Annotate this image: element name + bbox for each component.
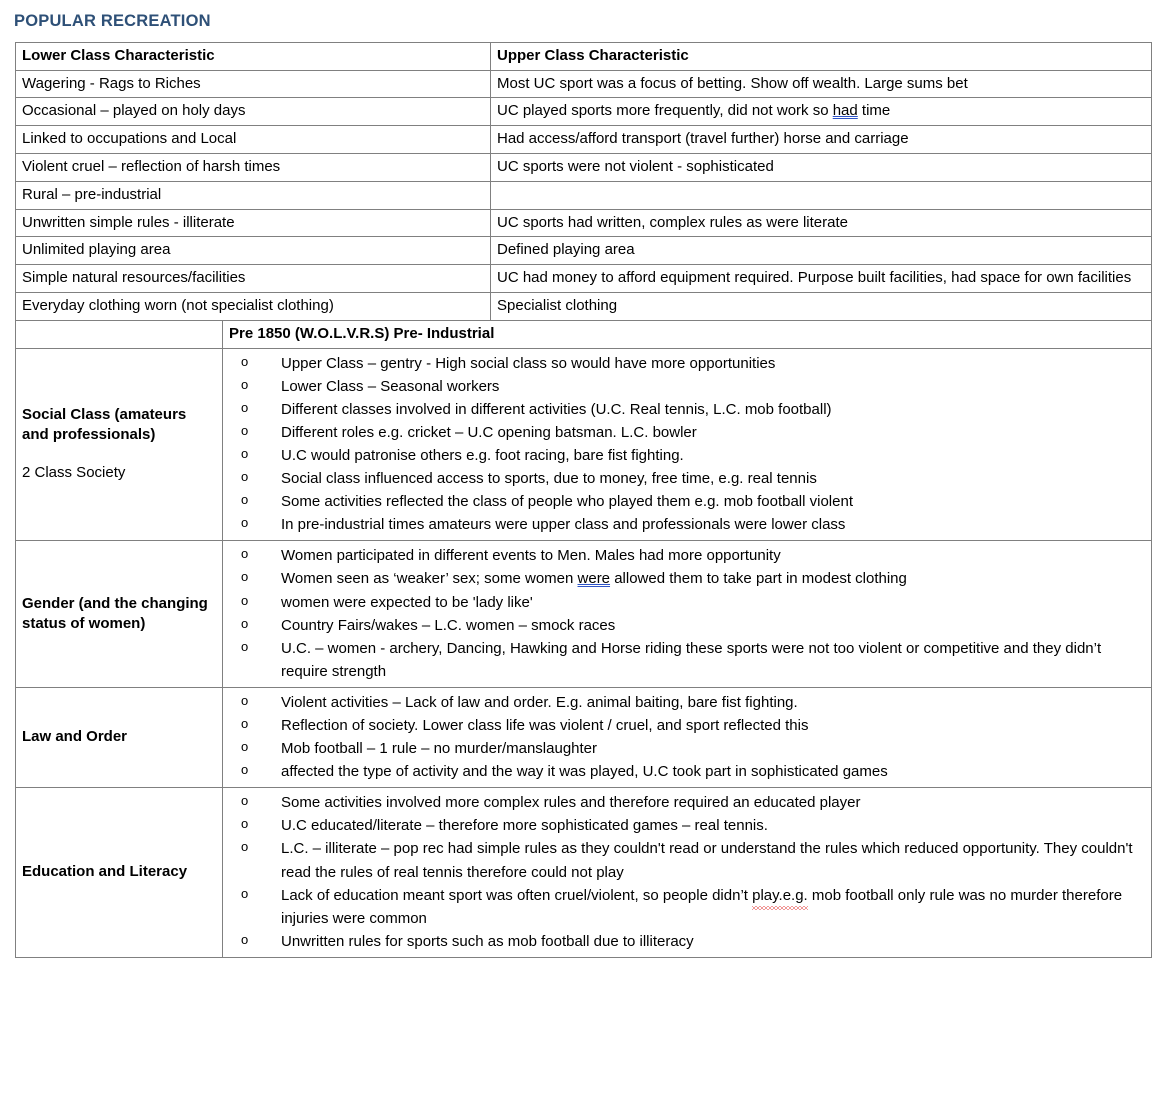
- list-item: o Different roles e.g. cricket – U.C opening batsman. L.C. bowler: [229, 421, 1145, 444]
- list-item: [229, 567, 1145, 590]
- topic-content-social-class: [223, 348, 1152, 541]
- upper-class-cell: Had access/afford transport (travel further) horse and carriage: [491, 126, 1152, 154]
- list-item-text-pre: Lack of education meant sport was often cruel/violent, so people didn’t: [281, 886, 753, 904]
- table-row: [16, 265, 1152, 293]
- table-row: [16, 153, 1152, 181]
- upper-class-cell: Specialist clothing: [491, 292, 1152, 320]
- bullet-list: [229, 791, 1145, 953]
- topic-row-gender: [16, 541, 1152, 688]
- list-item: o Lower Class – Seasonal workers: [229, 375, 1145, 398]
- spelling-flag-play-eg: play.e.g.: [752, 884, 808, 907]
- list-item: o Violent activities – Lack of law and order. E.g. animal baiting, bare fist fighting.: [229, 691, 1145, 714]
- topic-label-law-and-order: [16, 687, 223, 787]
- list-item: o U.C would patronise others e.g. foot racing, bare fist fighting.: [229, 444, 1145, 467]
- table-row: [16, 70, 1152, 98]
- upper-class-cell: UC had money to afford equipment required. Purpose built facilities, had space for own facilities: [491, 265, 1152, 293]
- list-item-text-pre: Women seen as ‘weaker’ sex; some women: [281, 570, 578, 588]
- topic-subtitle: 2 Class Society: [22, 463, 126, 481]
- list-item-text-post: mob football only rule was no murder therefore injuries were common: [281, 886, 1123, 927]
- period-header-row: [16, 320, 1152, 348]
- topic-label-education-and-literacy: [16, 788, 223, 958]
- upper-class-cell: UC sports were not violent - sophisticated: [491, 153, 1152, 181]
- upper-class-cell: Defined playing area: [491, 237, 1152, 265]
- topic-title: Education and Literacy: [22, 863, 188, 881]
- topic-title: Gender (and the changing status of women): [22, 594, 208, 632]
- table-row: [16, 209, 1152, 237]
- pre-1850-topics-table: [15, 320, 1152, 958]
- topic-content-education-and-literacy: [223, 788, 1152, 958]
- topic-label-gender: [16, 541, 223, 688]
- cell-text-post: time: [857, 102, 891, 120]
- lower-class-cell: Occasional – played on holy days: [16, 98, 491, 126]
- list-item: o U.C. – women - archery, Dancing, Hawking and Horse riding these sports were not too violent or competitive and they didn’t require strength: [229, 637, 1145, 683]
- list-item: o Country Fairs/wakes – L.C. women – smock races: [229, 614, 1145, 637]
- list-item: o U.C educated/literate – therefore more sophisticated games – real tennis.: [229, 814, 1145, 837]
- list-item: o Mob football – 1 rule – no murder/manslaughter: [229, 737, 1145, 760]
- table-row: [16, 126, 1152, 154]
- bullet-list: [229, 544, 1145, 683]
- list-item-text-post: allowed them to take part in modest clothing: [610, 570, 907, 588]
- grammar-flag-had: had: [832, 102, 858, 120]
- lower-class-cell: Simple natural resources/facilities: [16, 265, 491, 293]
- cell-text-pre: UC played sports more frequently, did not work so: [497, 102, 833, 120]
- topic-row-social-class: [16, 348, 1152, 541]
- column-header-lower-class: Lower Class Characteristic: [16, 42, 491, 70]
- table-row: [16, 292, 1152, 320]
- list-item: [229, 884, 1145, 930]
- list-item: o Some activities involved more complex rules and therefore required an educated player: [229, 791, 1145, 814]
- upper-class-cell: UC sports had written, complex rules as were literate: [491, 209, 1152, 237]
- list-item: o Some activities reflected the class of people who played them e.g. mob football violent: [229, 490, 1145, 513]
- topic-content-gender: [223, 541, 1152, 688]
- lower-class-cell: Wagering - Rags to Riches: [16, 70, 491, 98]
- page-title: POPULAR RECREATION: [14, 12, 211, 30]
- list-item: o Different classes involved in different activities (U.C. Real tennis, L.C. mob football): [229, 398, 1145, 421]
- lower-class-cell: Linked to occupations and Local: [16, 126, 491, 154]
- list-item: o Reflection of society. Lower class life was violent / cruel, and sport reflected this: [229, 714, 1145, 737]
- upper-class-cell: [491, 98, 1152, 126]
- class-comparison-table: [15, 42, 1152, 321]
- column-header-upper-class: Upper Class Characteristic: [491, 42, 1152, 70]
- topic-title: Law and Order: [22, 728, 128, 746]
- list-item: o In pre-industrial times amateurs were upper class and professionals were lower class: [229, 513, 1145, 536]
- list-item: o L.C. – illiterate – pop rec had simple rules as they couldn't read or understand the rules which reduced opportunity. They couldn't read the rules of real tennis therefore could not play: [229, 837, 1145, 883]
- bullet-list: [229, 352, 1145, 537]
- lower-class-cell: Unwritten simple rules - illiterate: [16, 209, 491, 237]
- lower-class-cell: Rural – pre-industrial: [16, 181, 491, 209]
- table-header-row: [16, 42, 1152, 70]
- topic-label-social-class: [16, 348, 223, 541]
- table-row: [16, 237, 1152, 265]
- lower-class-cell: Violent cruel – reflection of harsh times: [16, 153, 491, 181]
- lower-class-cell: Unlimited playing area: [16, 237, 491, 265]
- topic-title: Social Class (amateurs and professionals): [22, 406, 187, 444]
- upper-class-cell-empty: [491, 181, 1152, 209]
- list-item: o Unwritten rules for sports such as mob football due to illiteracy: [229, 930, 1145, 953]
- grammar-flag-were: were: [577, 570, 611, 588]
- topic-row-education-and-literacy: [16, 788, 1152, 958]
- list-item: o women were expected to be 'lady like': [229, 591, 1145, 614]
- topic-row-law-and-order: [16, 687, 1152, 787]
- list-item: o Social class influenced access to sports, due to money, free time, e.g. real tennis: [229, 467, 1145, 490]
- period-header-label: Pre 1850 (W.O.L.V.R.S) Pre- Industrial: [223, 320, 1152, 348]
- table-row: [16, 98, 1152, 126]
- topic-content-law-and-order: [223, 687, 1152, 787]
- list-item: o affected the type of activity and the way it was played, U.C took part in sophisticated games: [229, 760, 1145, 783]
- upper-class-cell: Most UC sport was a focus of betting. Show off wealth. Large sums bet: [491, 70, 1152, 98]
- list-item: o Women participated in different events to Men. Males had more opportunity: [229, 544, 1145, 567]
- lower-class-cell: Everyday clothing worn (not specialist clothing): [16, 292, 491, 320]
- table-row: [16, 181, 1152, 209]
- period-header-blank-cell: [16, 320, 223, 348]
- bullet-list: [229, 691, 1145, 783]
- list-item: o Upper Class – gentry - High social class so would have more opportunities: [229, 352, 1145, 375]
